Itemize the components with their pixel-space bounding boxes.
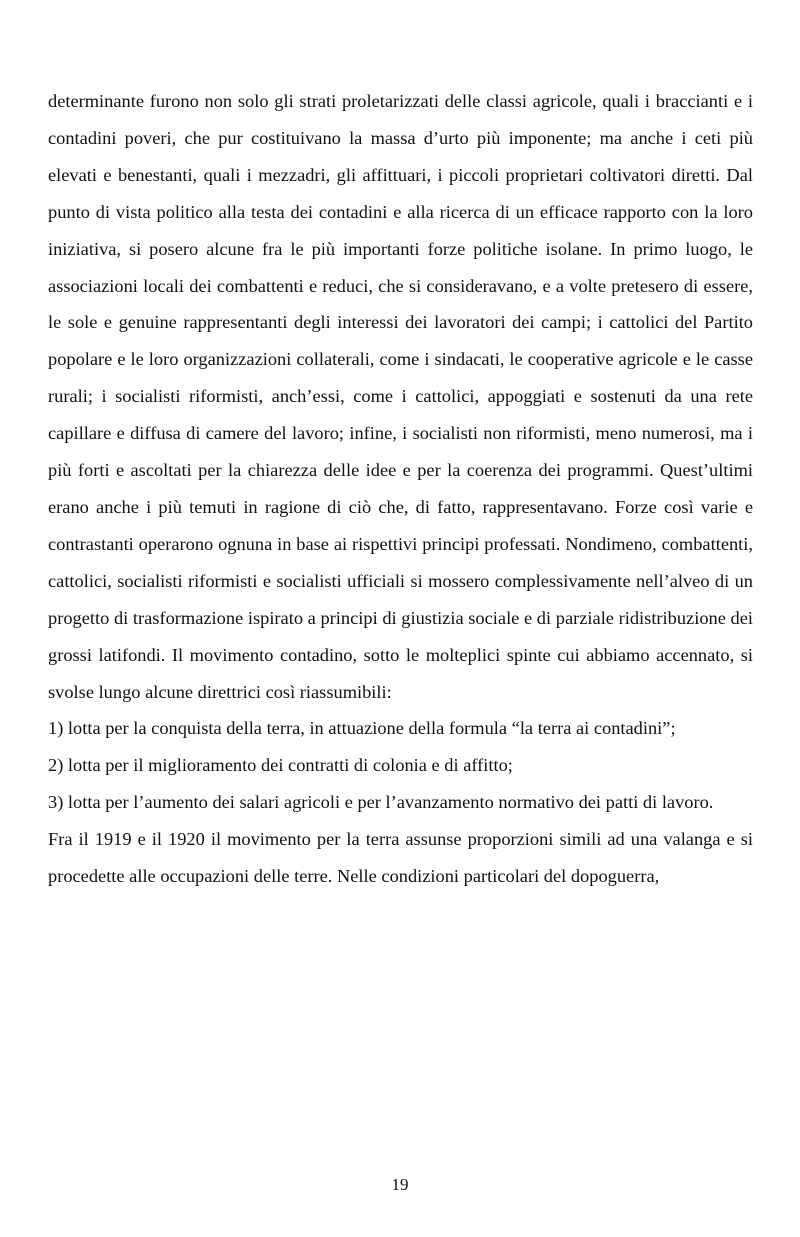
paragraph-1: determinante furono non solo gli strati proletarizzati delle classi agricole, quali i braccianti e i contadini poveri, che pur costituivano la massa d’urto più imponente; ma anche i ceti più elevati e benestanti, quali i mezzadri, gli affittuari, i piccoli proprietari coltivatori diretti. Dal punto di vista politico alla testa dei contadini e alla ricerca di un efficace rapporto con la loro iniziativa, si posero alcune fra le più importanti forze politiche isolane. In primo luogo, le associazioni locali dei combattenti e reduci, che si consideravano, e a volte pretesero di essere, le sole e genuine rappresentanti degli interessi dei lavoratori dei campi; i cattolici del Partito popolare e le loro organizzazioni collaterali, come i sindacati, le cooperative agricole e le casse rurali; i socialisti riformisti, anch’essi, come i cattolici, appoggiati e sostenuti da una rete capillare e diffusa di camere del lavoro; infine, i socialisti non riformisti, meno numerosi, ma i più forti e ascoltati per la chiarezza delle idee e per la coerenza dei programmi. Quest’ultimi erano anche i più temuti in ragione di ciò che, di fatto, rappresentavano. Forze così varie e contrastanti operarono ognuna in base ai rispettivi principi professati. Nondimeno, combattenti, cattolici, socialisti riformisti e socialisti ufficiali si mossero complessivamente nell’alveo di un progetto di trasformazione ispirato a principi di giustizia sociale e di parziale ridistribuzione dei grossi latifondi. Il movimento contadino, sotto le molteplici spinte cui abbiamo accennato, si svolse lungo alcune direttrici così riassumibili: <box>48 91 753 702</box>
list-item-1: 1) lotta per la conquista della terra, in attuazione della formula “la terra ai contadini”; <box>48 718 676 739</box>
page-number: 19 <box>391 1175 409 1194</box>
list-item-2: 2) lotta per il miglioramento dei contratti di colonia e di affitto; <box>48 755 513 776</box>
paragraph-2: Fra il 1919 e il 1920 il movimento per la terra assunse proporzioni simili ad una valanga e si procedette alle occupazioni delle terre. Nelle condizioni particolari del dopoguerra, <box>48 829 753 887</box>
body-text <box>48 83 753 895</box>
list-item-3: 3) lotta per l’aumento dei salari agricoli e per l’avanzamento normativo dei patti di lavoro. <box>48 792 714 813</box>
